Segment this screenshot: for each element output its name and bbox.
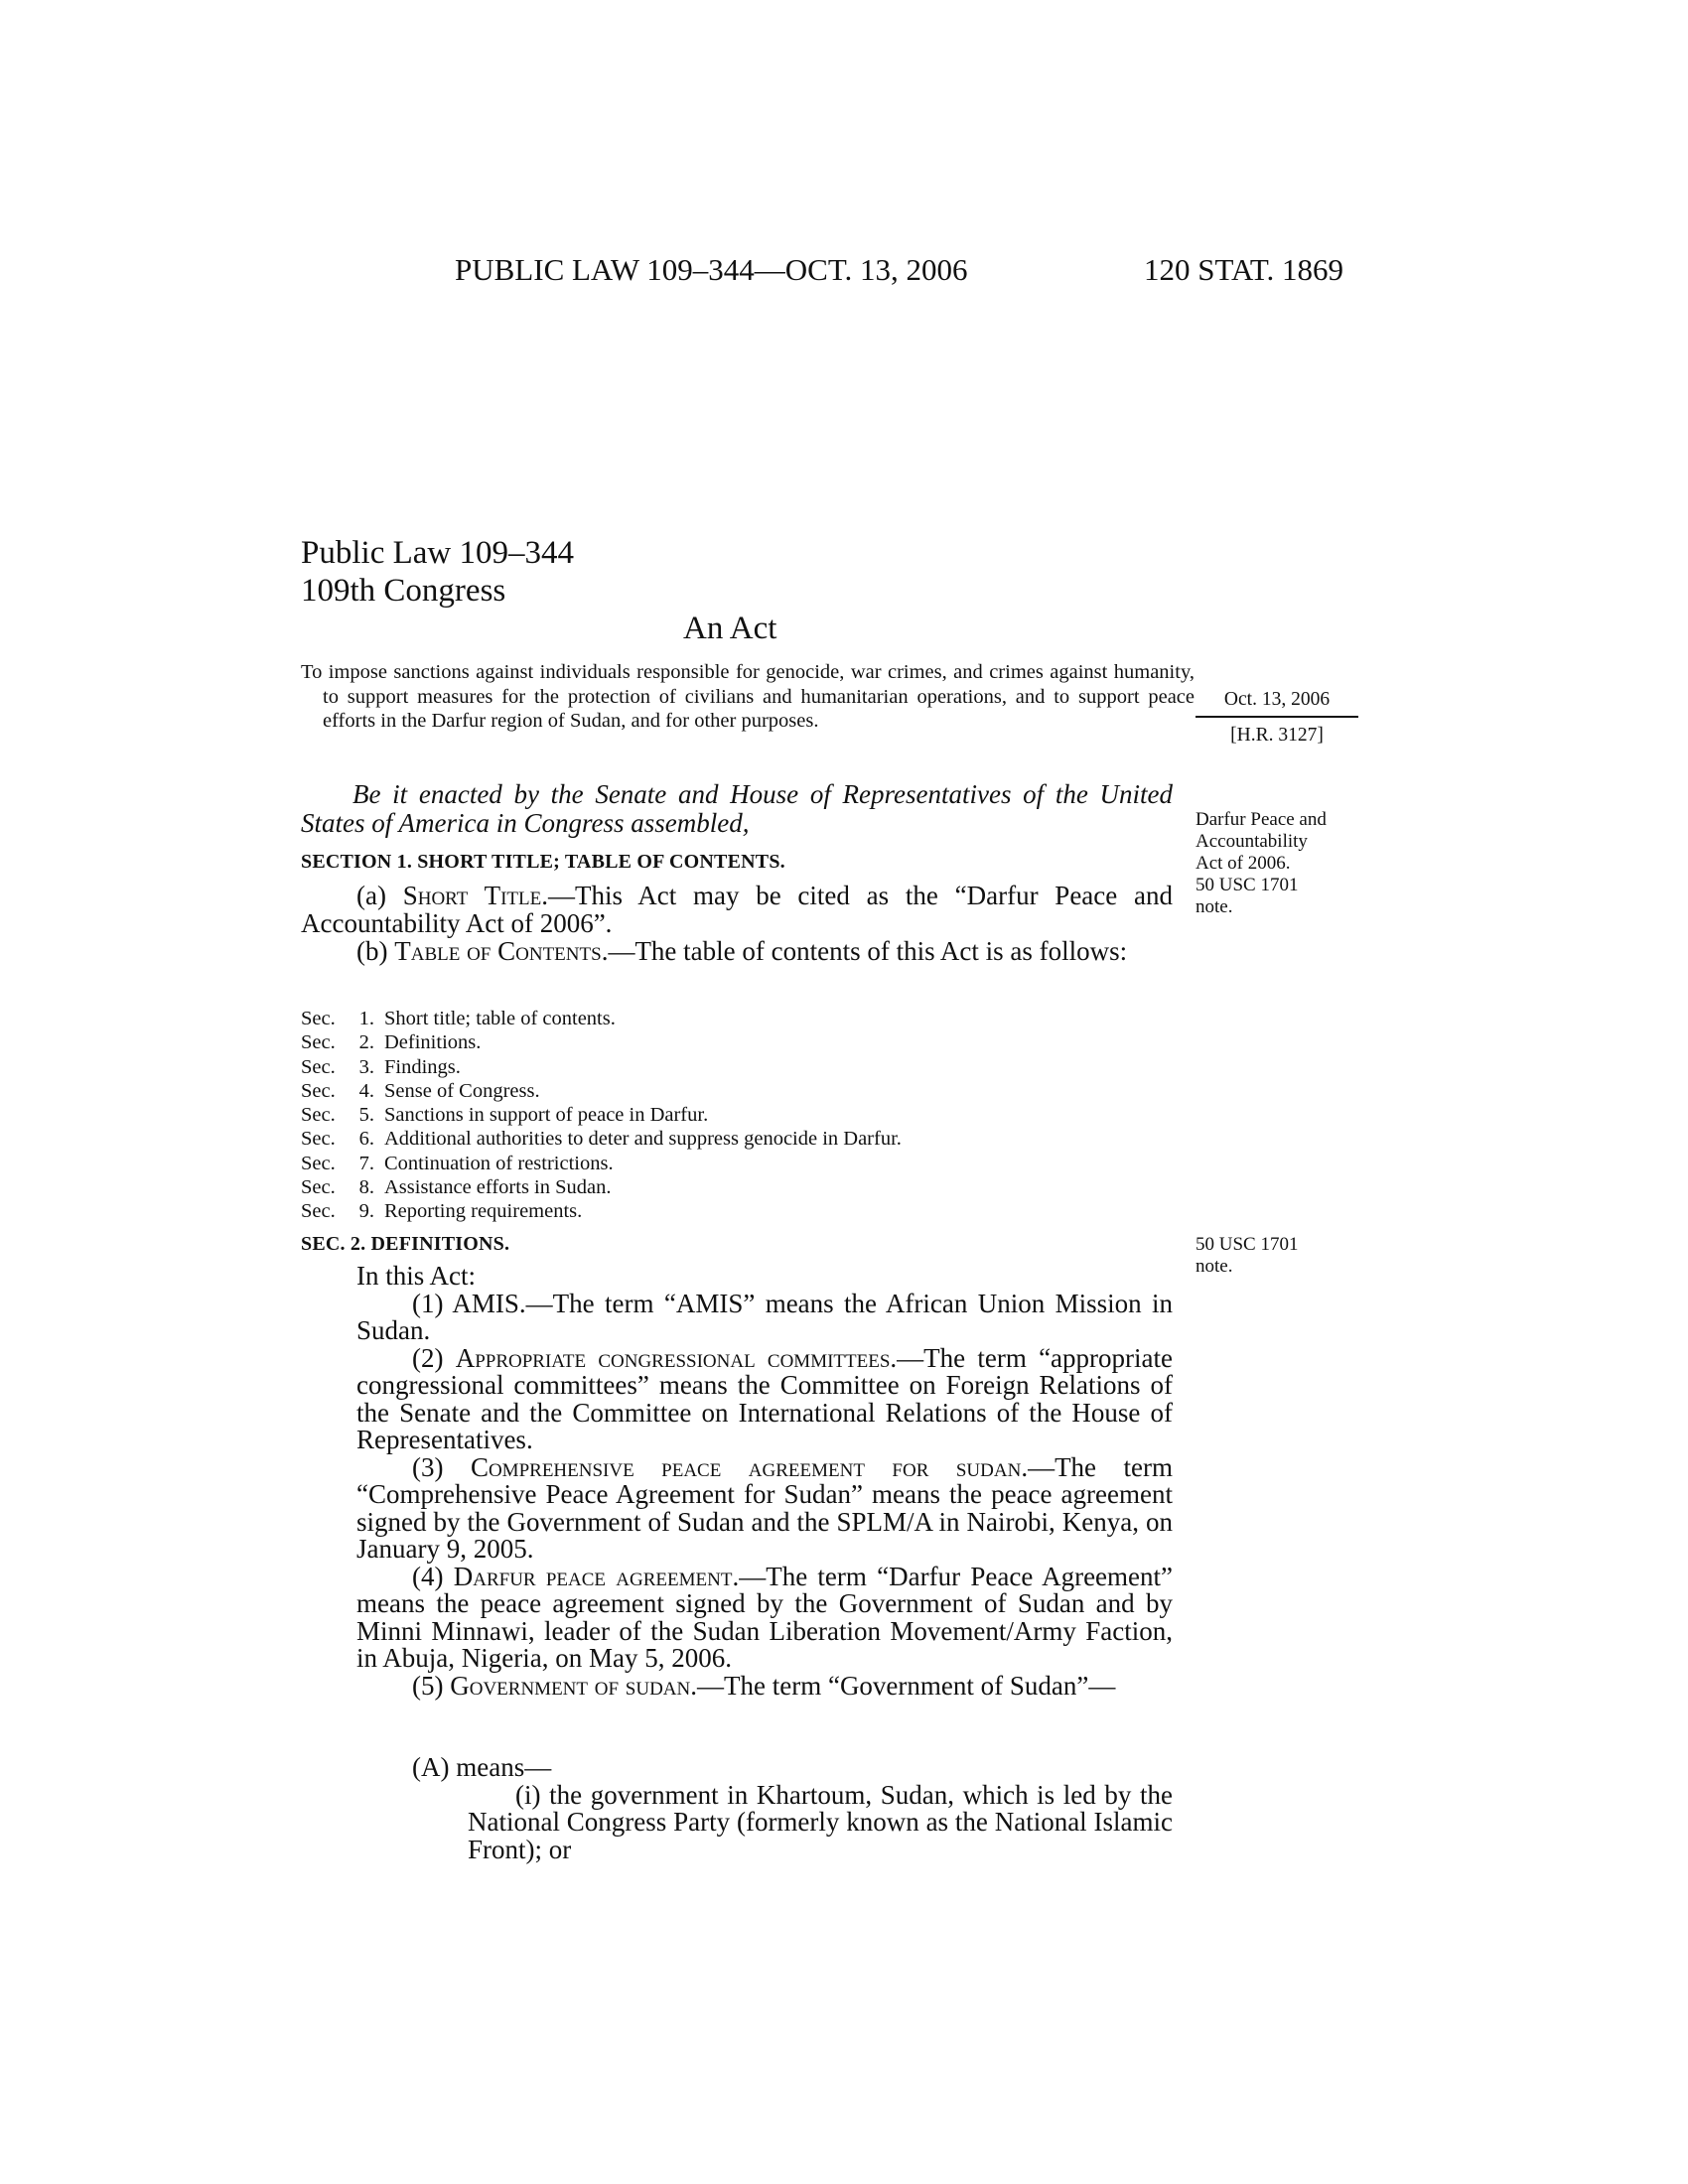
toc-prefix: Sec. xyxy=(301,1128,336,1151)
margin-note-line: Act of 2006. xyxy=(1196,853,1291,874)
subsection-text: .—This Act may be cited as the “Darfur Peace and Accountability Act of 2006”. xyxy=(301,881,1173,938)
subsection-heading: Short Title xyxy=(402,881,542,910)
margin-note-definitions xyxy=(1196,1234,1298,1278)
toc-title: Findings. xyxy=(384,1055,461,1078)
margin-note-line: 50 USC 1701 xyxy=(1196,1234,1299,1255)
toc-entry xyxy=(301,1079,902,1103)
toc-entry xyxy=(301,1152,902,1175)
toc-entry xyxy=(301,1103,902,1127)
page-number: 120 STAT. 1869 xyxy=(1144,252,1344,287)
toc-prefix: Sec. xyxy=(301,1031,336,1054)
toc-entry xyxy=(301,1175,902,1199)
enacting-clause: Be it enacted by the Senate and House of Representatives of the United States of America in Congress assembled, xyxy=(301,779,1173,838)
toc-title: Sense of Congress. xyxy=(384,1079,540,1102)
margin-note-line: note. xyxy=(1196,896,1233,917)
law-title xyxy=(301,534,574,610)
toc-entry xyxy=(301,1199,902,1223)
definition-2 xyxy=(356,1342,1173,1454)
toc-title: Continuation of restrictions. xyxy=(384,1152,614,1174)
margin-note-line: Darfur Peace and xyxy=(1196,809,1327,830)
toc-prefix: Sec. xyxy=(301,1200,336,1223)
definition-heading: Comprehensive peace agreement for sudan xyxy=(470,1451,1022,1482)
toc-title: Additional authorities to deter and suppress genocide in Darfur. xyxy=(384,1128,902,1151)
definition-5 xyxy=(356,1670,1173,1701)
definition-text: .—The term “Darfur Peace Agreement” means the peace agreement signed by the Government of Sudan and by Minni Minnawi, leader of the Sudan Liberation Movement/Army Faction, in Abuja, Nigeria, on May 5, 2006. xyxy=(356,1561,1174,1673)
section-1-heading: SECTION 1. SHORT TITLE; TABLE OF CONTENTS. xyxy=(301,851,785,873)
toc-title: Sanctions in support of peace in Darfur. xyxy=(384,1104,709,1127)
toc-title: Reporting requirements. xyxy=(384,1200,583,1223)
section-2-body xyxy=(356,1263,1173,1700)
definition-text: .—The term “appropriate congressional committees” means the Committee on Foreign Relations of the Senate and the Committee on International Relations of the House of Representatives. xyxy=(356,1342,1173,1454)
toc-title: Short title; table of contents. xyxy=(384,1008,616,1029)
congress-number: 109th Congress xyxy=(301,573,506,609)
definition-heading: Darfur peace agreement xyxy=(453,1561,733,1591)
public-law-number: Public Law 109–344 xyxy=(301,535,574,571)
definition-text: .—The term “AMIS” means the African Union Mission in Sudan. xyxy=(356,1288,1173,1345)
subsection-label: (a) xyxy=(356,881,403,910)
definition-heading: Appropriate congressional committees xyxy=(455,1342,891,1373)
toc-prefix: Sec. xyxy=(301,1152,336,1174)
definition-5-a: (A) means— xyxy=(412,1752,552,1782)
margin-date-block xyxy=(1196,688,1358,748)
definition-label: (2) xyxy=(412,1342,456,1373)
act-purpose: To impose sanctions against individuals responsible for genocide, war crimes, and crimes against humanity, to support measures for the protection of civilians and humanitarian operations, and to support peace efforts in the Darfur region of Sudan, and for other purposes. xyxy=(301,661,1195,732)
toc-entry xyxy=(301,1030,902,1054)
toc-title: Definitions. xyxy=(384,1031,482,1054)
toc-number: 6. xyxy=(358,1128,374,1151)
definition-5-a-i: (i) the government in Khartoum, Sudan, which is led by the National Congress Party (formerly known as the National Islamic Front); or xyxy=(468,1779,1173,1864)
section-1-b xyxy=(301,937,1173,965)
toc-number: 8. xyxy=(358,1176,374,1199)
toc-number: 2. xyxy=(358,1031,374,1054)
toc-number: 7. xyxy=(358,1152,374,1174)
definition-text: .—The term “Comprehensive Peace Agreement for Sudan” means the peace agreement signed by the Government of Sudan and the SPLM/A in Nairobi, Kenya, on January 9, 2005. xyxy=(356,1451,1173,1564)
enactment-date: Oct. 13, 2006 xyxy=(1223,689,1331,710)
toc-prefix: Sec. xyxy=(301,1176,336,1199)
running-header-left: PUBLIC LAW 109–344—OCT. 13, 2006 xyxy=(455,252,968,287)
definition-label: (4) xyxy=(412,1561,454,1591)
margin-rule xyxy=(1196,716,1358,718)
definition-text: .—The term “Government of Sudan”— xyxy=(690,1670,1116,1701)
an-act-heading: An Act xyxy=(683,611,777,646)
toc-prefix: Sec. xyxy=(301,1104,336,1127)
margin-note-short-title xyxy=(1196,809,1327,918)
toc-number: 5. xyxy=(358,1104,374,1127)
bill-number: [H.R. 3127] xyxy=(1230,725,1324,746)
subsection-text: .—The table of contents of this Act is as follows: xyxy=(601,936,1128,966)
definition-5-subparagraphs xyxy=(301,1754,1173,1863)
margin-note-line: Accountability xyxy=(1196,831,1308,852)
toc-prefix: Sec. xyxy=(301,1079,336,1102)
toc-number: 9. xyxy=(358,1200,374,1223)
table-of-contents xyxy=(301,1007,902,1224)
toc-prefix: Sec. xyxy=(301,1008,336,1029)
definition-heading: Government of sudan xyxy=(450,1670,691,1701)
toc-entry xyxy=(301,1127,902,1151)
subsection-heading: Table of Contents xyxy=(394,936,602,966)
toc-prefix: Sec. xyxy=(301,1055,336,1078)
section-2-heading: SEC. 2. DEFINITIONS. xyxy=(301,1233,510,1255)
margin-note-line: 50 USC 1701 xyxy=(1196,875,1299,895)
toc-entry xyxy=(301,1007,902,1030)
section-1-a xyxy=(301,882,1173,937)
definition-label: (1) AMIS xyxy=(412,1288,519,1318)
subsection-label: (b) xyxy=(356,936,395,966)
definition-label: (3) xyxy=(412,1451,471,1482)
toc-entry xyxy=(301,1055,902,1079)
definitions-intro: In this Act: xyxy=(356,1261,476,1291)
definition-1 xyxy=(356,1288,1173,1345)
toc-number: 3. xyxy=(358,1055,374,1078)
definition-3 xyxy=(356,1451,1173,1564)
definition-4 xyxy=(356,1561,1174,1673)
toc-number: 4. xyxy=(358,1079,374,1102)
margin-note-line: note. xyxy=(1196,1256,1233,1277)
definition-label: (5) xyxy=(412,1670,451,1701)
toc-number: 1. xyxy=(358,1008,374,1029)
toc-title: Assistance efforts in Sudan. xyxy=(384,1176,612,1199)
